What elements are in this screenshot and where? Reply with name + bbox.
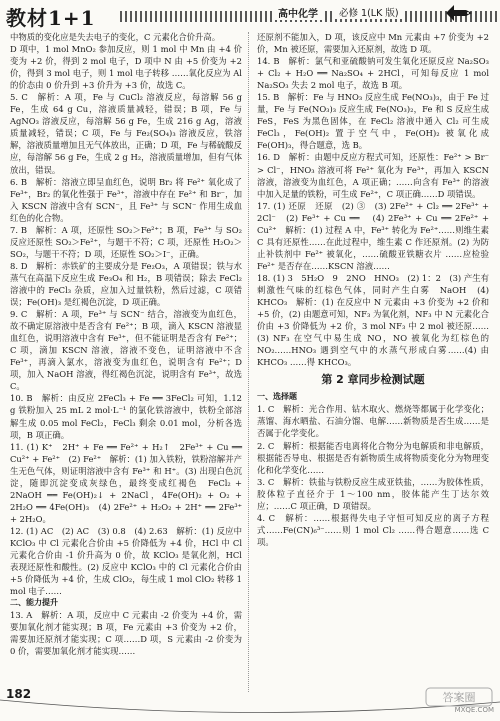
edition-label: 必修 1(LK 版) bbox=[335, 5, 403, 19]
answer-paragraph: D 项中，1 mol MnO₂ 参加反应，则 1 mol 中 Mn 由 +4 价变为 +2 价，得到 2 mol 电子，D 项中 N 由 +5 价变为 +2 价，得到 3 mol 电子，则 1 mol 电子转移 ……氧化反应为 Al 的价态由 0 价升到 +3 价升为 +3 价，故选 C。 bbox=[10, 44, 242, 91]
answer-11: 11. (1) K⁺ 2H⁺ + Fe ══ Fe²⁺ + H₂↑ 2Fe³⁺ + Cu ══ Cu²⁺ + Fe²⁺ (2) Fe²⁺ 解析：(1) 加入铁粉，铁粉溶解并产生无色气体，则证明溶液中含有 Fe³⁺ 和 H⁺。(3) 出现白色沉淀，随即沉淀变成灰绿色，最终变成红褐色 FeCl₂ + 2NaOH ══ Fe(OH)₂↓ + 2NaCl，4Fe(OH)₂ + O₂ + 2H₂O ══ 4Fe(OH)₃ (4) 2Fe²⁺ + H₂O₂ + 2H⁺ ══ 2Fe³⁺ + 2H₂O。 bbox=[10, 441, 242, 524]
test-answer-3: 3. C 解析：铁盐与铁粉反应生成亚铁盐，……为胶体性质，胶体粒子直径介于 1～100 nm，胶体能产生丁达尔效应；……C 项正确，D 项错误。 bbox=[257, 476, 489, 511]
answer-15: 15. B 解析：Fe 与 HNO₃ 反应生成 Fe(NO₃)₃，由于 Fe 过量，Fe 与 Fe(NO₃)₃ 反应生成 Fe(NO₃)₂，Fe 和 S 反应生成 FeS，FeS 为黑色固体，在 FeCl₂ 溶液中通入 Cl₂ 可生成 FeCl₃，Fe(OH)₂ 置于空气中，Fe(OH)₂ 被氧化成 Fe(OH)₃，得合题意，选 B。 bbox=[257, 92, 489, 151]
answer-paragraph: 中物质的变化应是失去电子的变化，C 元素化合价升高。 bbox=[10, 32, 221, 42]
answer-10: 10. B 解析：由反应 2FeCl₃ + Fe ══ 3FeCl₂ 可知，1.12 g 铁粉加入 25 mL 2 mol·L⁻¹ 的氯化铁溶液中，铁粉全部溶解生成 0.05 mol FeCl₂，FeCl₃ 剩余 0.01 mol，分析各选项，B 项正确。 bbox=[10, 393, 242, 440]
answer-14: 14. B 解析：氯气和亚硫酸钠可发生氧化还原反应 Na₂SO₃ + Cl₂ + H₂O ══ Na₂SO₄ + 2HCl，可知每反应 1 mol Na₂SO₃ 失去 2 mol 电子，故选 B 项。 bbox=[257, 56, 489, 91]
answer-12: 12. (1) AC (2) AC (3) 0.8 (4) 2.63 解析：(1) 反应中 KClO₃ 中 Cl 元素化合价由 +5 价降低为 +4 价，HCl 中 Cl 元素化合价由 -1 价升高为 0 价，故 KClO₃ 是氧化剂，HCl 表现还原性和酸性。(2) 反应中 KClO₃ 中的 Cl 元素化合价由 +5 价降低为 +4 价，生成 ClO₂，每生成 1 mol ClO₂ 转移 1 mol 电子…… bbox=[10, 525, 242, 597]
answer-8: 8. D 解析：赤铁矿的主要成分是 Fe₂O₃，A 项错误；铁与水蒸气在高温下反应生成 Fe₃O₄ 和 H₂，B 项错误；除去 FeCl₂ 溶液中的 FeCl₃ 杂质，应加入过量铁粉，然后过滤，C 项错误；Fe(OH)₃ 是红褐色沉淀，D 项正确。 bbox=[10, 260, 242, 308]
answer-7: 7. B 解析：A 项，还原性 SO₂＞Fe²⁺；B 项，Fe³⁺ 与 SO₂ 反应还原性 SO₂＞Fe²⁺，与题干不符；C 项，还原性 H₂O₂＞SO₂，与题干不符；D 项，还原性 SO₂＞I⁻，正确。 bbox=[10, 224, 242, 259]
test-answer-4: 4. C 解析：……根据得失电子守恒可知反应的离子方程式……Fe(CN)₆³⁻……则 1 mol Cl₂ ……得合题意……选 C 项。 bbox=[257, 512, 489, 547]
answer-16: 16. D 解析：由题中反应方程式可知，还原性：Fe²⁺ > Br⁻ > Cl⁻，HNO₃ 溶液可将 Fe²⁺ 氧化为 Fe³⁺，再加入 KSCN 溶液，溶液变为血红色，A 项正确；……向含有 Fe³⁺ 的溶液中加入足量的铁粉，可生成 Fe²⁺，C 项正确……D 项错误。 bbox=[257, 152, 489, 199]
ability-section-label: 二、能力提升 bbox=[10, 598, 58, 608]
answer-13: 13. A 解析：A 项，反应中 C 元素由 -2 价变为 +4 价，需要加氧化剂才能实现；B 项，Fe 元素由 +3 价变为 +2 价，需要加还原剂才能实现；C 项……D 项，S 元素由 -2 价变为 0 价，需要加氧化剂才能实现…… bbox=[10, 610, 242, 657]
brand-logo bbox=[6, 2, 96, 31]
test-answer-2: 2. C 解析：根据能否电离将化合物分为电解质和非电解质，根据能否导电、根据是否有新物质生成将物质变化分为物理变化和化学变化…… bbox=[257, 440, 489, 475]
section-subtitle: 一、选择题 bbox=[257, 392, 297, 402]
answer-17: 17. (1) 还原 还原 (2) ③ (3) 2Fe²⁺ + Cl₂ ══ 2Fe³⁺ + 2Cl⁻ (2) Fe³⁺ + Cu ══ (4) 2Fe³⁺ + Cu ══ 2Fe²⁺ + Cu²⁺ 解析：(1) 过程 A 中，Fe³⁺ 转化为 Fe²⁺……则维生素 C 具有还原性……在此过程中，维生素 C 作还原剂。(2) 为防止补铁剂中 Fe²⁺ 被氧化，……硫酸亚铁糖衣片 ……应检验 Fe²⁺ 是否存在……KSCN 溶液…… bbox=[257, 200, 489, 271]
fish-ornament-icon bbox=[444, 1, 474, 25]
column-divider bbox=[248, 32, 249, 692]
section-title: 第 2 章同步检测试题 bbox=[321, 373, 425, 387]
test-answer-1: 1. C 解析：光合作用、钻木取火、燃烧等都属于化学变化；蒸馏、海水晒盐、石油分馏、电解……新物质是否生成……是否属于化学变化。 bbox=[257, 404, 489, 439]
answer-18: 18. (1) 3 5H₂O 9 2NO HNO₃ (2) 1：2 (3) 产生有刺激性气味的红棕色气体，同时产生白雾 NaOH (4) KHCO₃ 解析：(1) 在反应中 N 元素由 +3 价变为 +2 价和 +5 价，(2) 由题意可知，NF₃ 为氧化剂，NF₃ 中 N 元素化合价由 +3 价降低为 +2 价，3 mol NF₃ 中 2 mol 被还原……(3) NF₃ 在空气中易生成 NO，NO 被氧化为红棕色的 NO₂……HNO₃ 遇到空气中的水蒸气形成白雾……(4) 由 KHCO₃ ……得 KHCO₃。 bbox=[257, 272, 489, 368]
watermark-text: 答案圈 bbox=[442, 691, 476, 704]
subject-label: 高中化学 bbox=[274, 5, 322, 20]
watermark-url: MXQE.COM bbox=[454, 706, 494, 714]
answer-5: 5. C 解析：A 项，Fe 与 CuCl₂ 溶液反应，每溶解 56 g Fe，生成 64 g Cu，溶液质量减轻，错误；B 项，Fe 与 AgNO₃ 溶液反应，每溶解 56 g Fe，生成 216 g Ag，溶液质量减轻，错误；C 项，Fe 与 Fe₂(SO₄)₃ 溶液反应，铁溶解，溶液质量增加且无气体放出，正确；D 项，Fe 与稀硫酸反应，每溶解 56 g Fe，生成 2 g H₂，溶液质量增加，但有气体放出，错误。 bbox=[10, 92, 242, 175]
right-column bbox=[257, 31, 489, 548]
page-number: 182 bbox=[6, 687, 32, 701]
answer-6: 6. B 解析：溶液立即呈血红色，说明 Br₂ 将 Fe²⁺ 氧化成了 Fe³⁺，Br₂ 的氧化性强于 Fe³⁺，溶液中存在 Fe²⁺ 和 Br⁻，加入 KSCN 溶液中含有 SCN⁻，且 Fe³⁺ 与 SCN⁻ 作用生成血红色的化合物。 bbox=[10, 176, 242, 223]
left-column bbox=[10, 31, 242, 657]
answer-paragraph: 还原剂不能加入，D 项，该反应中 Mn 元素由 +7 价变为 +2 价，Mn 被还原，需要加入还原剂，故选 D 项。 bbox=[257, 32, 489, 55]
answer-9: 9. C 解析：A 项，Fe³⁺ 与 SCN⁻ 结合，溶液变为血红色，故不确定原溶液中是否含有 Fe²⁺；B 项，滴入 KSCN 溶液显血红色，说明溶液中含有 Fe³⁺，但不能证明是否含有 Fe²⁺；C 项，滴加 KSCN 溶液，溶液不变色，证明溶液中不含 Fe³⁺，再滴入氯水，溶液变为血红色，说明含有 Fe²⁺；D 项，加入 NaOH 溶液，得红褐色沉淀，说明含有 Fe³⁺，故选 C。 bbox=[10, 309, 242, 392]
page-header bbox=[0, 0, 500, 28]
brand-title: 教材1+1 bbox=[6, 6, 96, 30]
